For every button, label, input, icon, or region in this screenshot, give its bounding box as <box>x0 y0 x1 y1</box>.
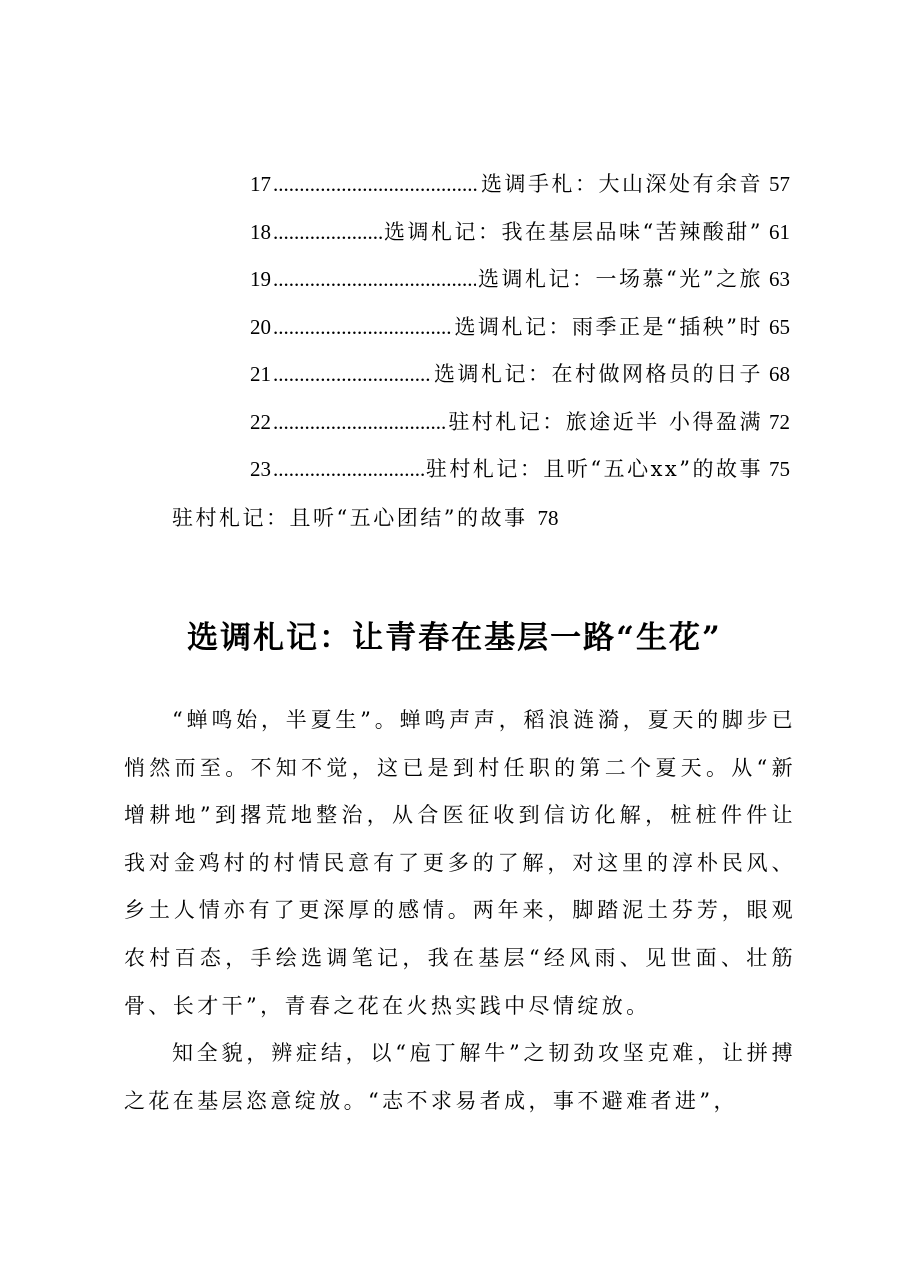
toc-leader-dots <box>273 457 424 482</box>
toc-entry[interactable] <box>250 311 790 359</box>
toc-entry-title: 驻村札记：且听“五心团结”的故事 <box>172 506 528 530</box>
toc-entry-page: 61 <box>769 219 790 244</box>
toc-entry[interactable] <box>250 358 790 406</box>
toc-entry-page: 63 <box>769 267 790 291</box>
toc-entry-page: 72 <box>769 409 790 434</box>
article-paragraph: 知全貌，辨症结，以“庖丁解牛”之韧劲攻坚克难，让拼搏之花在基层恣意绽放。“志不求易者成，事不避难者进”， <box>124 1041 796 1113</box>
toc-entry-number: 21 <box>250 362 271 386</box>
toc-entry-number: 17 <box>250 172 271 196</box>
toc-extra-entry[interactable] <box>172 502 558 532</box>
toc-leader-dots <box>273 410 446 435</box>
toc-entry-title: 选调札记：在村做网格员的日子 <box>434 362 763 386</box>
table-of-contents <box>250 168 790 501</box>
toc-entry-title: 选调札记：雨季正是“插秧”时 <box>454 314 763 339</box>
toc-entry-page: 78 <box>537 506 559 530</box>
toc-leader-dots <box>273 220 382 245</box>
toc-entry-page: 57 <box>769 172 790 196</box>
toc-entry-number: 20 <box>250 314 271 339</box>
article-body <box>124 697 796 1125</box>
toc-entry-page: 75 <box>769 457 790 481</box>
article-paragraph: “蝉鸣始，半夏生”。蝉鸣声声，稻浪涟漪，夏天的脚步已悄然而至。不知不觉，这已是到村任职的第二个夏天。从“新增耕地”到撂荒地整治，从合医征收到信访化解，桩桩件件让我对金鸡村的村情民意有了更多的了解，对这里的淳朴民风、乡土人情亦有了更深厚的感情。两年来，脚踏泥土芬芳，眼观农村百态，手绘选调笔记，我在基层“经风雨、见世面、壮筋骨、长才干”，青春之花在火热实践中尽情绽放。 <box>124 708 796 1018</box>
toc-entry[interactable] <box>250 216 790 264</box>
toc-entry-page: 68 <box>769 362 790 386</box>
toc-entry-title: 选调札记：一场慕“光”之旅 <box>478 267 763 291</box>
toc-leader-dots <box>273 267 476 292</box>
toc-entry[interactable] <box>250 453 790 501</box>
toc-entry-title: 选调手札：大山深处有余音 <box>481 172 763 196</box>
toc-entry-title: 选调札记：我在基层品味“苦辣酸甜” <box>384 219 763 244</box>
toc-entry-title: 驻村札记：且听“五心xx”的故事 <box>425 457 763 481</box>
toc-entry[interactable] <box>250 263 790 311</box>
toc-entry[interactable] <box>250 168 790 216</box>
toc-leader-dots <box>273 172 479 197</box>
toc-leader-dots <box>273 362 432 387</box>
toc-leader-dots <box>273 315 453 340</box>
toc-entry-number: 22 <box>250 409 271 434</box>
toc-entry-number: 18 <box>250 219 271 244</box>
toc-entry-number: 19 <box>250 267 271 291</box>
toc-entry[interactable] <box>250 406 790 454</box>
article-title: 选调札记：让青春在基层一路“生花” <box>187 620 722 656</box>
toc-entry-page: 65 <box>769 314 790 339</box>
toc-entry-title: 驻村札记：旅途近半 小得盈满 <box>448 409 763 434</box>
toc-entry-number: 23 <box>250 457 271 481</box>
